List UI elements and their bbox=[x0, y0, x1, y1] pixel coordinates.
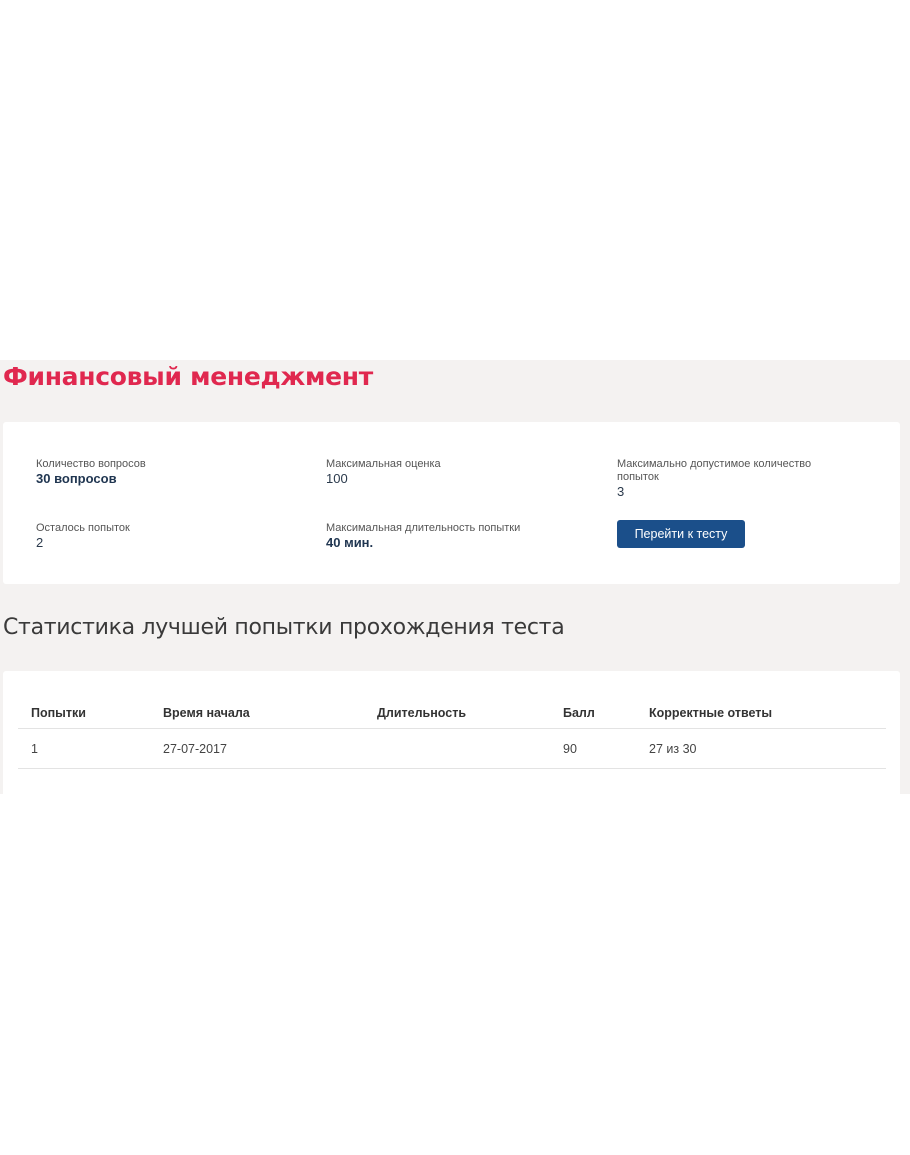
stats-title: Статистика лучшей попытки прохождения теста bbox=[3, 615, 565, 640]
max-duration-label: Максимальная длительность попытки bbox=[326, 522, 521, 534]
questions-count-field bbox=[36, 458, 276, 486]
column-header-attempts: Попытки bbox=[18, 698, 150, 729]
max-duration-field bbox=[326, 522, 566, 550]
column-header-start-time: Время начала bbox=[150, 698, 364, 729]
max-attempts-label: Максимально допустимое количество попыток bbox=[617, 458, 812, 483]
table-row bbox=[18, 729, 886, 769]
column-header-correct: Корректные ответы bbox=[636, 698, 886, 729]
stats-table bbox=[18, 698, 886, 769]
test-info-card bbox=[3, 422, 900, 584]
questions-count-value: 30 вопросов bbox=[36, 471, 117, 486]
questions-count-label: Количество вопросов bbox=[36, 458, 146, 470]
go-to-test-button[interactable]: Перейти к тесту bbox=[617, 520, 745, 548]
max-score-field bbox=[326, 458, 566, 486]
attempts-left-value: 2 bbox=[36, 535, 44, 550]
cell-start-time: 27-07-2017 bbox=[150, 729, 364, 769]
page-title: Финансовый менеджмент bbox=[3, 362, 373, 391]
max-attempts-field bbox=[617, 458, 847, 499]
max-score-label: Максимальная оценка bbox=[326, 458, 441, 470]
max-duration-value: 40 мин. bbox=[326, 535, 374, 550]
column-header-score: Балл bbox=[550, 698, 636, 729]
column-header-duration: Длительность bbox=[364, 698, 550, 729]
stats-table-card bbox=[3, 671, 900, 794]
cell-attempt: 1 bbox=[18, 729, 150, 769]
cell-correct: 27 из 30 bbox=[636, 729, 886, 769]
cell-score: 90 bbox=[550, 729, 636, 769]
table-header-row bbox=[18, 698, 886, 729]
max-score-value: 100 bbox=[326, 471, 348, 486]
cell-duration bbox=[364, 729, 550, 769]
max-attempts-value: 3 bbox=[617, 484, 625, 499]
attempts-left-field bbox=[36, 522, 276, 550]
attempts-left-label: Осталось попыток bbox=[36, 522, 130, 534]
